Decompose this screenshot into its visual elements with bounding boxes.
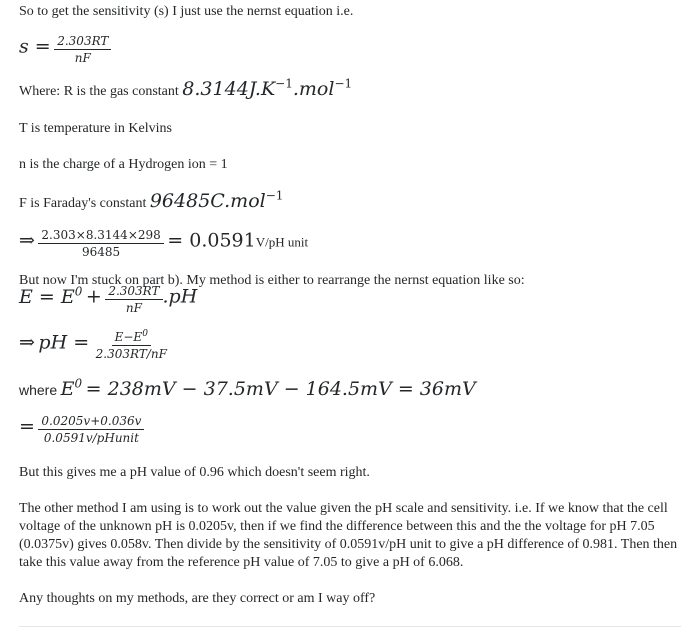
gas-constant-line: [19, 76, 353, 101]
eq2-fraction: [38, 228, 163, 259]
result-text: But this gives me a pH value of 0.96 which doesn't seem right.: [19, 465, 370, 480]
eq1-lhs: s =: [19, 35, 51, 58]
eq5-fraction: [38, 414, 144, 445]
temperature-line: T is temperature in Kelvins: [19, 121, 172, 136]
eq3-plus: +: [85, 285, 102, 308]
equation-sensitivity-value: [19, 228, 308, 260]
divider: [19, 626, 681, 627]
eq1-fraction: [54, 34, 111, 65]
gas-constant-value: $8.3144J.K^{-1}.mol^{-1}$: [182, 76, 353, 100]
eq1-denominator: nF: [74, 51, 91, 65]
reference-potential-line: [19, 376, 476, 401]
other-method-text: The other method I am using is to work out the value given the pH scale and sensitivity. i.e. If we know that the cell voltage of the unknown pH is 0.0205v, then if we find the difference between this and the the voltage for pH 7.05 (0.0375v) gives 0.058v. Then divide by the sensitivity of 0.0591v/pH unit to give a pH difference of 0.981. Then then take this value away from the reference pH value of 7.05 to give a pH of 6.068.: [19, 501, 678, 570]
eq5-equals: =: [19, 415, 35, 438]
equation-ph-value: [19, 414, 144, 448]
eq1-numerator: 2.303RT: [54, 34, 111, 50]
eq2-denominator: 96485: [82, 245, 121, 259]
eq2-arrow: ⇒: [19, 229, 35, 252]
eq3-numerator: 2.303RT: [105, 284, 162, 300]
eq4-fraction: [93, 330, 170, 361]
eq2-numerator: 2.303×8.3144×298: [38, 228, 163, 244]
eq4-numerator: $E-E^0$: [112, 330, 151, 346]
eq3-fraction: [105, 284, 162, 315]
eq4-denominator: 2.303RT/nF: [95, 347, 167, 361]
equation-nernst: [19, 284, 197, 318]
faraday-text: F is Faraday's constant: [19, 196, 147, 211]
eq2-unit: V/pH unit: [255, 234, 309, 250]
faraday-value: 96485C.mol$^{-1}$: [149, 188, 284, 212]
eq4-lhs: pH =: [38, 331, 90, 354]
equation-sensitivity: [19, 34, 111, 66]
stuck-text: But now I'm stuck on part b). My method is either to rearrange the nernst equation like so:: [19, 273, 525, 288]
eq5-numerator: 0.0205v+0.036v: [38, 414, 144, 430]
eq3-tail: .pH: [162, 285, 198, 308]
eq3-lhs: $E = E^0$: [19, 284, 83, 308]
intro-text: So to get the sensitivity (s) I just use the nernst equation i.e.: [19, 4, 354, 19]
where-text: where: [19, 382, 58, 398]
eq4-arrow: ⇒: [19, 331, 35, 354]
reference-potential-rhs: = 238mV − 37.5mV − 164.5mV = 36mV: [85, 378, 476, 400]
gas-constant-text: Where: R is the gas constant: [19, 84, 179, 99]
eq2-result: = 0.0591: [167, 229, 256, 252]
equation-ph: [19, 330, 170, 364]
question-text: Any thoughts on my methods, are they correct or am I way off?: [19, 591, 376, 606]
charge-line: n is the charge of a Hydrogen ion = 1: [19, 157, 228, 172]
faraday-line: [19, 188, 284, 213]
eq3-denominator: nF: [125, 301, 142, 315]
eq5-denominator: 0.0591v/pHunit: [43, 431, 139, 445]
reference-potential-lhs: $E^0$: [60, 376, 83, 400]
